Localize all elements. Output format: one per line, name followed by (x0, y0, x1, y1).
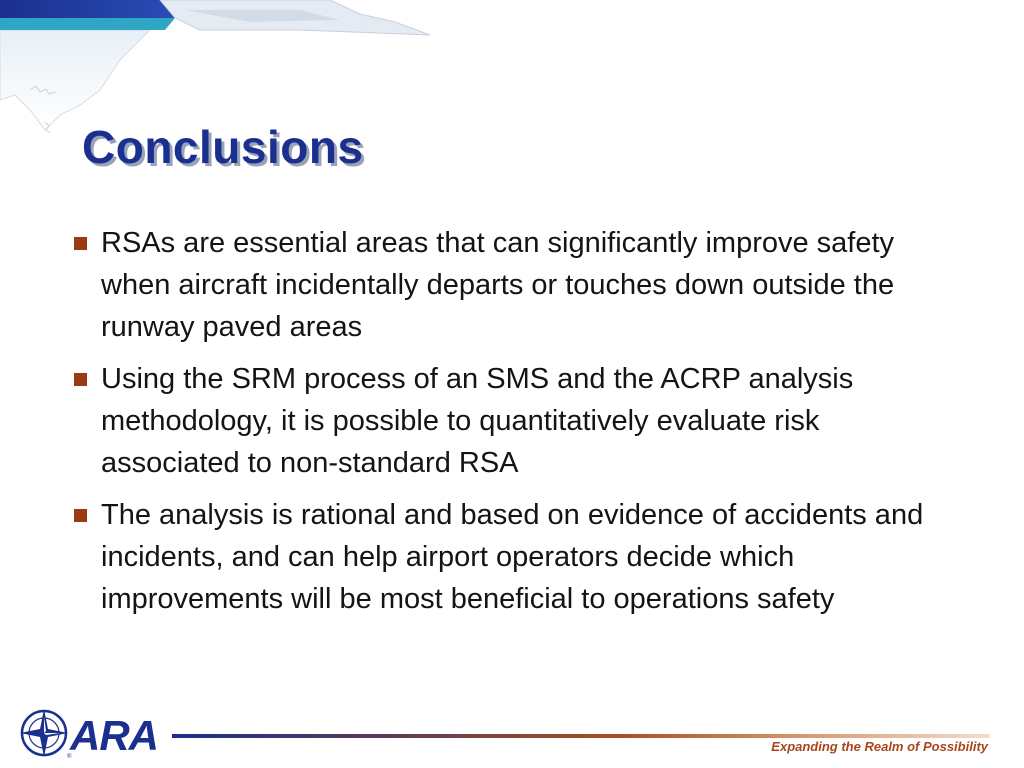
bullet-item (72, 494, 952, 620)
bullet-list (72, 222, 952, 630)
square-bullet-icon (74, 509, 87, 522)
footer-tagline: Expanding the Realm of Possibility (771, 739, 988, 754)
square-bullet-icon (74, 237, 87, 250)
slide-title: Conclusions (82, 121, 364, 173)
ara-logo-text: ARA (70, 712, 158, 759)
bullet-item (72, 222, 952, 348)
footer-divider (172, 734, 990, 738)
corner-decoration (0, 0, 440, 140)
bullet-item (72, 358, 952, 484)
ara-logo (18, 706, 168, 760)
bullet-text: RSAs are essential areas that can significantly improve safety when aircraft incidentally departs or touches down outside the runway paved areas (101, 227, 895, 343)
bullet-text: The analysis is rational and based on evidence of accidents and incidents, and can help airport operators decide which improvements will be most beneficial to operations safety (101, 499, 924, 615)
square-bullet-icon (74, 373, 87, 386)
bullet-text: Using the SRM process of an SMS and the ACRP analysis methodology, it is possible to quantitatively evaluate risk associated to non-standard RSA (101, 363, 854, 479)
svg-text:®: ® (67, 754, 72, 760)
